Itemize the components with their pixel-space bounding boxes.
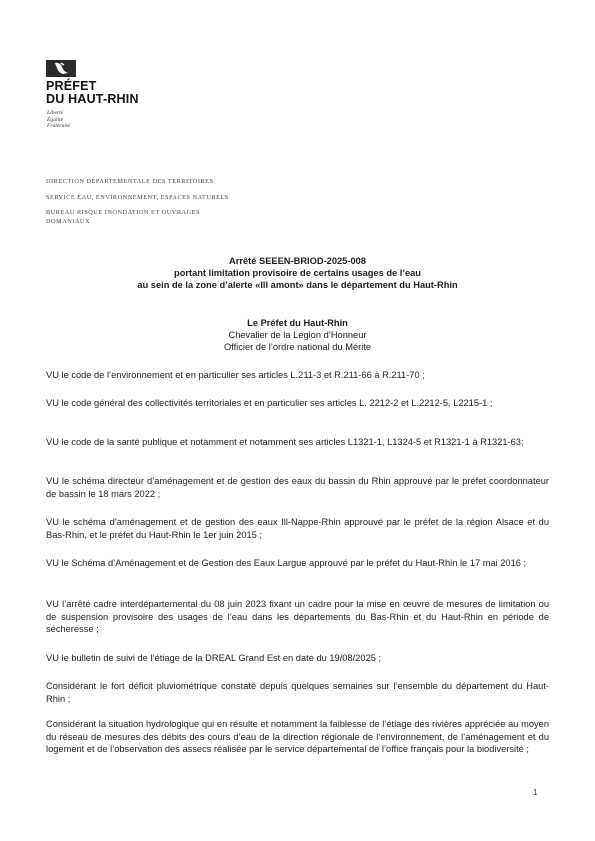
visa-paragraph: VU le Schéma d’Aménagement et de Gestion des Eaux Largue approuvé par le préfet du Haut-Rhin le 17 mai 2016 ; (46, 558, 527, 568)
marianne-emblem-icon (46, 60, 76, 77)
service-direction: DIRECTION DÉPARTEMENTALE DES TERRITOIRES (46, 178, 214, 185)
service-name: SERVICE EAU, ENVIRONNEMENT, ESPACES NATURELS (46, 193, 229, 201)
page-number: 1 (533, 788, 538, 797)
service-bureau: BUREAU RISQUE INONDATION ET OUVRAGES (46, 209, 200, 216)
visa-paragraph: VU le bulletin de suivi de l’étiage de la DREAL Grand Est en date du 19/08/2025 ; (46, 653, 382, 663)
visa-paragraph: VU le schéma directeur d’aménagement et de gestion des eaux du bassin du Rhin approuvé par le préfet coordonnateur de bassin le 18 mars 2022 ; (46, 476, 549, 499)
republic-motto: Liberté Égalité Fraternité (47, 110, 70, 130)
prefet-title-2: Officier de l’ordre national du Mérite (223, 342, 372, 352)
issuing-service (46, 178, 229, 226)
prefet-title-1: Chevalier de la Légion d’Honneur (228, 330, 367, 340)
decree-title-line1: portant limitation provisoire de certains usages de l’eau (174, 268, 421, 278)
decree-number: Arrêté SEEEN-BRIOD-2025-008 (229, 256, 366, 266)
visa-paragraph: VU le code de l’environnement et en particulier ses articles L.211-3 et R.211-66 à R.211-70 ; (46, 370, 425, 380)
considerant-paragraph: Considérant la situation hydrologique qui en résulte et notamment la faiblesse de l’étiage des rivières appréciée au moyen du réseau de mesures des débits des cours d’eau de la direction régionale de l’environnement, de l’aménagement et du logement et de l’observation des assecs réalisée par le service départemental de l’office français pour la biodiversité ; (46, 719, 549, 754)
visa-paragraph: VU le code général des collectivités territoriales et en particulier ses articles L. 2212-2 et L.2212-5, L2215-1 ; (46, 398, 493, 408)
decree-title-line2: au sein de la zone d’alerte «Ill amont» dans le département du Haut-Rhin (137, 280, 458, 290)
visa-paragraph: VU le code de la santé publique et notamment et notamment ses articles L1321-1, L1324-5 et R1321-1 à R1321-63; (46, 437, 524, 447)
visa-paragraph: VU le schéma d’aménagement et de gestion des eaux Ill-Nappe-Rhin approuvé par le préfet de la région Alsace et du Bas-Rhin, et le préfet du Haut-Rhin le 1er juin 2015 ; (46, 517, 549, 540)
considerant-paragraph: Considérant le fort déficit pluviométrique constaté depuis quelques semaines sur l’ensemble du département du Haut-Rhin ; (46, 681, 549, 704)
logo-title: PRÉFET DU HAUT-RHIN (46, 79, 139, 106)
service-bureau-cont: DOMANIAUX (46, 217, 91, 225)
visa-paragraph: VU l’arrêté cadre interdépartemental du 08 juin 2023 fixant un cadre pour la mise en œuvre de mesures de limitation ou de suspension provisoire des usages de l’eau dans les départements du Bas-Rhin et du Haut-Rhin en période de sécheresse ; (46, 599, 549, 634)
prefet-name: Le Préfet du Haut-Rhin (247, 318, 348, 328)
